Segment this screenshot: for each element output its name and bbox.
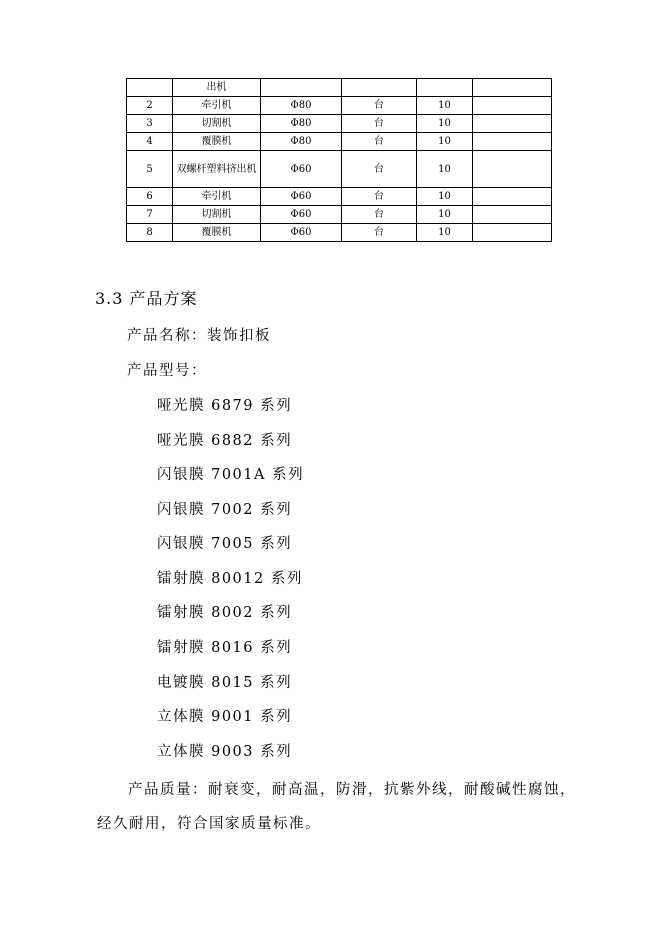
model-item: 闪银膜 7002 系列 [157,502,293,518]
model-item: 哑光膜 6882 系列 [157,433,293,449]
table-cell-name: 牵引机 [173,97,261,115]
model-item: 镭射膜 8016 系列 [157,640,293,656]
table-row [127,224,552,242]
table-cell-name: 切割机 [173,115,261,133]
equipment-table [126,78,552,242]
table-cell-name: 切割机 [173,206,261,224]
table-cell-qty: 10 [417,97,473,115]
table-cell-unit: 台 [342,151,417,188]
product-name-line: 产品名称：装饰扣板 [127,328,271,344]
table-cell-index: 3 [127,115,173,133]
model-item: 闪银膜 7001A 系列 [157,467,305,483]
table-cell-note [473,97,552,115]
table-cell-unit: 台 [342,206,417,224]
table-cell-spec: Φ60 [261,224,342,242]
table-cell-unit: 台 [342,133,417,151]
table-cell-spec: Φ80 [261,133,342,151]
table-cell-spec: Φ80 [261,115,342,133]
table-row [127,97,552,115]
model-item: 镭射膜 8002 系列 [157,605,293,621]
table-cell-name: 覆膜机 [173,224,261,242]
table-cell-spec: Φ80 [261,97,342,115]
table-row [127,206,552,224]
table-cell-note [473,151,552,188]
table-cell-unit: 台 [342,188,417,206]
table-cell-qty: 10 [417,151,473,188]
table-cell-name: 双螺杆塑料挤出机 [173,151,261,188]
table-cell-qty: 10 [417,188,473,206]
table-cell-note [473,224,552,242]
product-model-label: 产品型号： [127,363,207,379]
table-cell-unit: 台 [342,97,417,115]
model-item: 哑光膜 6879 系列 [157,398,293,414]
model-item: 立体膜 9001 系列 [157,709,293,725]
table-cell [417,79,473,97]
table-cell-qty: 10 [417,133,473,151]
model-item: 电镀膜 8015 系列 [157,675,293,691]
model-item: 镭射膜 80012 系列 [157,571,303,587]
table-cell-spec: Φ60 [261,188,342,206]
table-cell-name: 覆膜机 [173,133,261,151]
table-cell-index: 7 [127,206,173,224]
table-cell [127,79,173,97]
table-cell-spec: Φ60 [261,151,342,188]
table-cell [261,79,342,97]
table-row [127,151,552,188]
table-cell: 出机 [173,79,261,97]
table-cell-index: 4 [127,133,173,151]
table-cell-qty: 10 [417,224,473,242]
table-cell-name: 牵引机 [173,188,261,206]
table-row [127,188,552,206]
table-cell-index: 5 [127,151,173,188]
table-cell-spec: Φ60 [261,206,342,224]
table-cell-unit: 台 [342,224,417,242]
table-cell [473,79,552,97]
table-row-fragment [127,79,552,97]
table-cell-unit: 台 [342,115,417,133]
table-cell-note [473,133,552,151]
table-row [127,133,552,151]
table-row [127,115,552,133]
product-quality-paragraph: 产品质量：耐衰变，耐高温，防滑，抗紫外线，耐酸碱性腐蚀，经久耐用，符合国家质量标准。 [97,782,576,832]
table-cell [342,79,417,97]
table-cell-index: 2 [127,97,173,115]
table-cell-note [473,188,552,206]
table-cell-note [473,206,552,224]
model-item: 立体膜 9003 系列 [157,744,293,760]
table-cell-index: 8 [127,224,173,242]
model-item: 闪银膜 7005 系列 [157,536,293,552]
table-cell-index: 6 [127,188,173,206]
table-cell-qty: 10 [417,206,473,224]
table-cell-note [473,115,552,133]
table-cell-qty: 10 [417,115,473,133]
section-heading: 3.3 产品方案 [95,289,198,308]
